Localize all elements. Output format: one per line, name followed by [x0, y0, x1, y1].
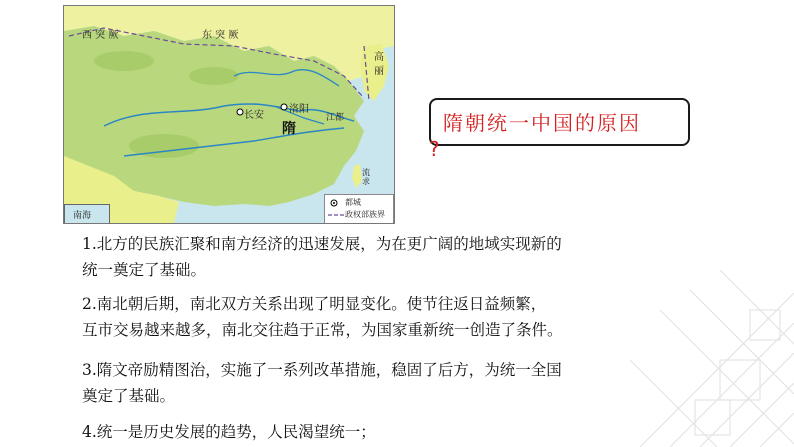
- map-label-west-turks: 西 突 厥: [82, 30, 119, 41]
- legend-border-label: 政权部族界: [345, 210, 385, 219]
- question-mark: ?: [429, 137, 440, 161]
- map-label-goguryeo-2: 丽: [374, 66, 384, 77]
- legend-capital-label: 都城: [345, 198, 361, 207]
- map-label-luoyang: 洛阳: [289, 104, 309, 115]
- map-label-east-turks: 东 突 厥: [202, 30, 239, 41]
- reason-4-line-1: 4.统一是历史发展的趋势，人民渴望统一；: [82, 423, 376, 441]
- border-line-icon: [328, 213, 344, 217]
- map-label-south-sea: 南海: [73, 211, 92, 221]
- map-legend: [324, 194, 394, 224]
- reason-1-line-2: 统一奠定了基础。: [82, 261, 207, 279]
- map-label-sui: 隋: [282, 121, 296, 137]
- decorative-pattern: [600, 250, 794, 447]
- sui-dynasty-map: [63, 5, 395, 224]
- map-label-jiangdu: 江都: [326, 113, 345, 123]
- slide-title: 隋朝统一中国的原因: [443, 111, 641, 135]
- map-label-changan: 长安: [244, 110, 264, 121]
- map-label-goguryeo-1: 高: [374, 52, 384, 63]
- reason-3-line-2: 奠定了基础。: [82, 387, 176, 405]
- capital-symbol-icon: [329, 199, 339, 207]
- south-sea-inset: [64, 204, 110, 224]
- reason-2-line-1: 2.南北朝后期，南北双方关系出现了明显变化。使节往返日益频繁，: [82, 295, 547, 313]
- reason-3-line-1: 3.隋文帝励精图治，实施了一系列改革措施，稳固了后方，为统一全国: [82, 361, 562, 379]
- map-label-liuqiu-1: 流: [362, 168, 370, 177]
- reason-1-line-1: 1.北方的民族汇聚和南方经济的迅速发展，为在更广阔的地域实现新的: [82, 235, 562, 253]
- reason-2-line-2: 互市交易越来越多，南北交往趋于正常，为国家重新统一创造了条件。: [82, 321, 563, 339]
- title-box: [429, 98, 690, 146]
- map-label-liuqiu-2: 求: [362, 177, 370, 186]
